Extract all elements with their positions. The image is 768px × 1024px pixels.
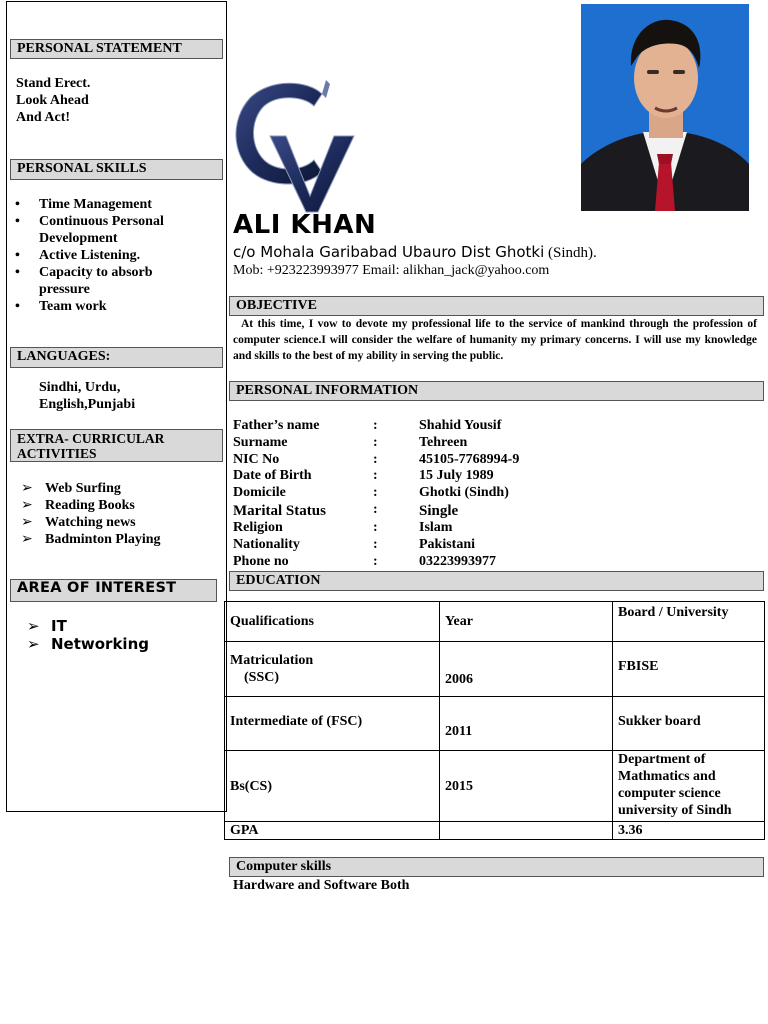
languages-text: Sindhi, Urdu, English,Punjabi [39,380,136,412]
list-item: • Active Listening. [15,248,141,263]
column-header: Board / University [613,602,765,642]
computer-skills-heading: Computer skills [229,857,764,877]
address: c/o Mohala Garibabad Ubauro Dist Ghotki (Sindh). [233,243,597,261]
table-row [225,602,765,642]
arrow-bullet-icon: ➢ [27,635,40,653]
extra-curricular-heading: EXTRA- CURRICULAR ACTIVITIES [10,429,223,462]
contact-line: Mob: +923223993977 Email: alikhan_jack@yahoo.com [233,263,550,278]
personal-statement-heading: PERSONAL STATEMENT [10,39,223,59]
arrow-bullet-icon: ➢ [21,531,33,547]
list-item: ➢ Badminton Playing [21,531,161,547]
area-of-interest-list [27,617,217,653]
education-table [224,601,765,840]
list-item: • Team work [15,299,107,314]
table-row: Intermediate of (FSC) 2011 Sukker board [225,697,765,751]
profile-photo [581,4,749,211]
computer-skills-text: Hardware and Software Both [233,878,410,893]
table-row: GPA 3.36 [225,822,765,840]
extra-curricular-list [21,480,221,548]
personal-information-heading: PERSONAL INFORMATION [229,381,764,401]
list-item: ➢ Watching news [21,514,136,530]
personal-information-table [233,418,519,570]
table-row: Date of Birth : 15 July 1989 [233,468,494,484]
languages-heading: LANGUAGES: [10,347,223,368]
list-item: ➢ Web Surfing [21,480,121,496]
table-row: Nationality : Pakistani [233,536,476,552]
list-item: pressure [39,282,90,297]
list-item: Development [39,231,118,246]
personal-skills-list [15,196,220,315]
area-of-interest-heading: AREA OF INTEREST [10,579,217,602]
table-row: Phone no : 03223993977 [233,553,496,569]
list-item: • Capacity to absorb [15,265,153,280]
table-row: Religion : Islam [233,519,453,535]
person-photo-icon [581,4,749,211]
arrow-bullet-icon: ➢ [21,514,33,530]
arrow-bullet-icon: ➢ [21,480,33,496]
table-row: Surname : Tehreen [233,434,468,450]
objective-heading: OBJECTIVE [229,296,764,316]
cv-logo [230,76,360,216]
list-item: ➢ IT [27,617,67,635]
table-row: Domicile : Ghotki (Sindh) [233,485,509,501]
list-item: • Time Management [15,197,152,212]
table-row: NIC No : 45105-7768994-9 [233,451,520,467]
table-row: Marital Status : Single [233,501,459,519]
column-header: Year [440,602,613,642]
table-row: Father’s name : Shahid Yousif [233,418,502,433]
table-row: Matriculation (SSC) 2006 FBISE [225,642,765,697]
cv-logo-icon [230,76,360,216]
personal-statement-text: Stand Erect. Look Ahead And Act! [16,76,91,125]
arrow-bullet-icon: ➢ [21,497,33,513]
objective-text: At this time, I vow to devote my professional life to the service of mankind through the profession of computer science.I will consider the welfare of humanity my primary concerns. I will use my knowledge and skills to the best of my ability in serving the public. [233,318,757,362]
table-row: Bs(CS) 2015 Department of Mathmatics and computer science university of Sindh [225,751,765,822]
arrow-bullet-icon: ➢ [27,617,40,635]
candidate-name: ALI KHAN [233,210,377,240]
list-item: ➢ Reading Books [21,497,135,513]
personal-skills-heading: PERSONAL SKILLS [10,159,223,180]
list-item: • Continuous Personal [15,214,164,229]
education-heading: EDUCATION [229,571,764,591]
column-header: Qualifications [225,602,440,642]
list-item: ➢ Networking [27,635,149,653]
